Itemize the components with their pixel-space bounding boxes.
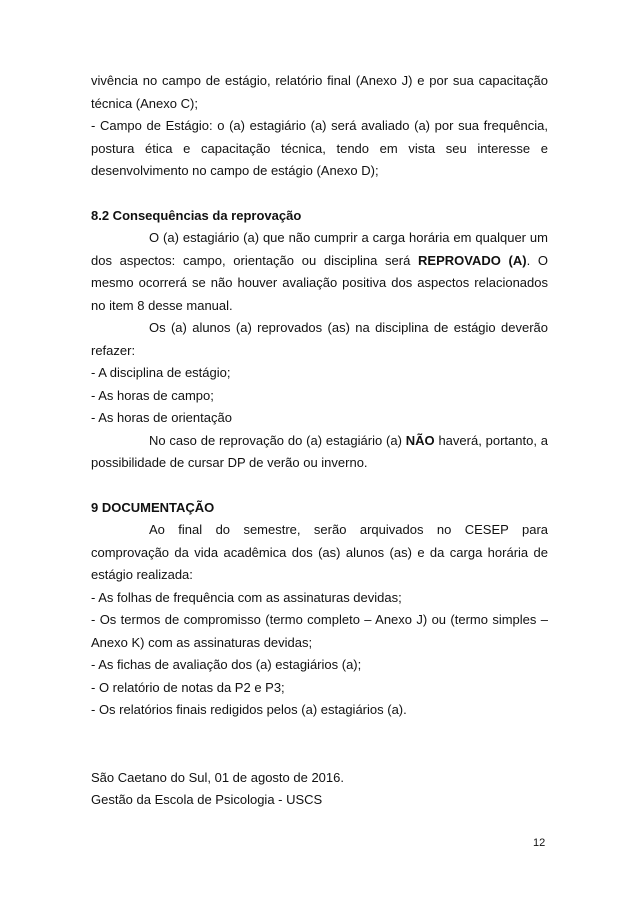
place-date: São Caetano do Sul, 01 de agosto de 2016. xyxy=(91,769,344,785)
text-line: comprovação da vida acadêmica dos (as) alunos (as) e da carga horária de xyxy=(91,544,548,560)
text-line: possibilidade de cursar DP de verão ou inverno. xyxy=(91,455,368,470)
text-line: mesmo ocorrerá se não houver avaliação positiva dos aspectos relacionados xyxy=(91,275,548,290)
signature: Gestão da Escola de Psicologia - USCS xyxy=(91,792,323,807)
text-line: Ao final do semestre, serão arquivados no CESEP para xyxy=(149,522,548,537)
spacer xyxy=(91,183,548,205)
list-item: - Os relatórios finais redigidos pelos (a) estagiários (a). xyxy=(91,702,407,717)
list-item: - As horas de campo; xyxy=(91,387,214,403)
text-line: O (a) estagiário (a) que não cumprir a carga horária em qualquer um xyxy=(149,230,548,245)
list-item: - O relatório de notas da P2 e P3; xyxy=(91,679,285,695)
page-number: 12 xyxy=(533,837,546,849)
list-item: - As folhas de frequência com as assinaturas devidas; xyxy=(91,589,402,605)
text-line: técnica (Anexo C); xyxy=(91,95,198,111)
section-heading-9: 9 DOCUMENTAÇÃO xyxy=(91,499,215,515)
spacer xyxy=(91,475,548,497)
reprovado-emphasis: REPROVADO (A) xyxy=(418,252,527,268)
text-line: dos aspectos: campo, orientação ou disciplina será REPROVADO (A). O xyxy=(91,252,548,268)
list-item: - Os termos de compromisso (termo completo – Anexo J) ou (termo simples – xyxy=(91,612,548,627)
list-item: Anexo K) com as assinaturas devidas; xyxy=(91,634,313,650)
text-line: refazer: xyxy=(91,342,136,358)
text-line: estágio realizada: xyxy=(91,567,193,582)
list-item: - As fichas de avaliação dos (a) estagiários (a); xyxy=(91,657,362,672)
spacer xyxy=(91,722,548,767)
page-body xyxy=(91,70,548,812)
text-line: No caso de reprovação do (a) estagiário (a) NÃO haverá, portanto, a xyxy=(149,432,548,448)
text-line: no item 8 desse manual. xyxy=(91,297,233,313)
text-line: Os (a) alunos (a) reprovados (as) na disciplina de estágio deverão xyxy=(149,320,548,335)
nao-emphasis: NÃO xyxy=(405,432,435,448)
text-line: desenvolvimento no campo de estágio (Anexo D); xyxy=(91,163,379,178)
section-heading-8-2: 8.2 Consequências da reprovação xyxy=(91,207,302,223)
text-line: vivência no campo de estágio, relatório final (Anexo J) e por sua capacitação xyxy=(91,73,548,88)
text-line: - Campo de Estágio: o (a) estagiário (a) será avaliado (a) por sua frequência, xyxy=(91,118,548,133)
text-line: postura ética e capacitação técnica, tendo em vista seu interesse e xyxy=(91,140,548,156)
list-item: - A disciplina de estágio; xyxy=(91,365,231,380)
list-item: - As horas de orientação xyxy=(91,410,232,425)
